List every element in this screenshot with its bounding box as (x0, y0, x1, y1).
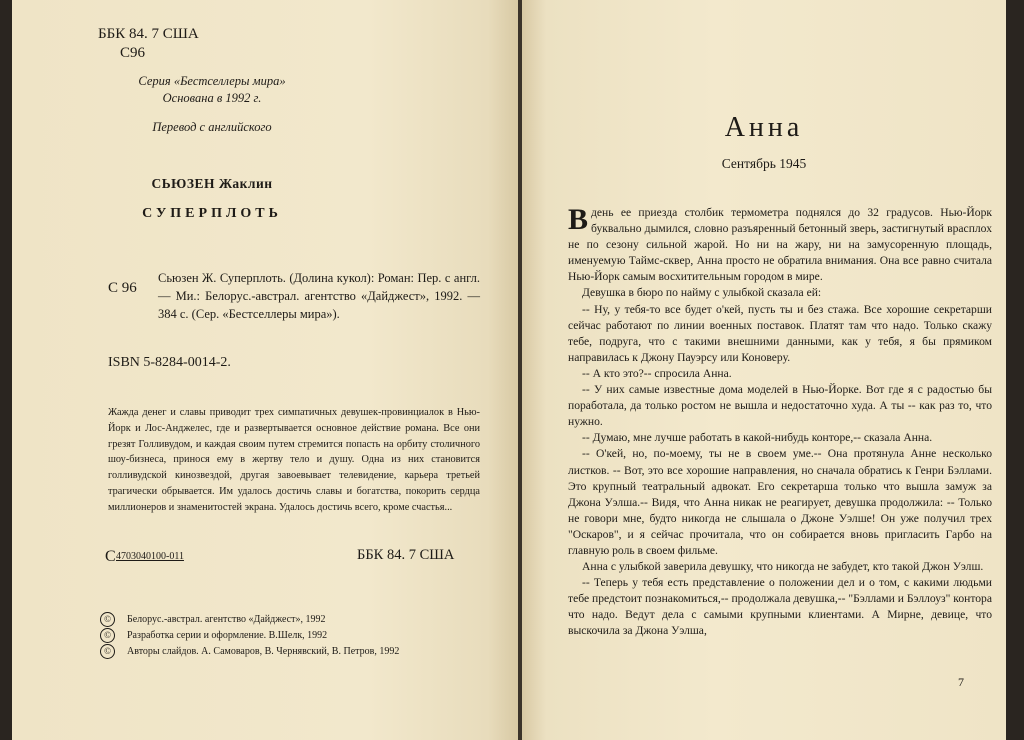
author-code: С96 (120, 45, 146, 61)
paragraph: -- Ну, у тебя-то все будет о'кей, пусть ты и без стажа. Все хорошие секретарши сейчас работают по линии военных поставок. Платят там что надо. Только скажу тебе, подруга, что с такими внешними данными, как у тебя, я бы прямиком направилась к Джону Пауэрсу или Коноверу. (568, 302, 992, 364)
bbk-code-bottom: ББК 84. 7 США (357, 547, 455, 563)
paragraph: Девушка в бюро по найму с улыбкой сказала ей: (582, 286, 822, 300)
paragraph: -- Думаю, мне лучше работать в какой-нибудь конторе,-- сказала Анна. (582, 431, 933, 445)
chapter-date: Сентябрь 1945 (721, 156, 807, 171)
catalog-entry: Сьюзен Ж. Суперплоть. (Долина кукол): Роман: Пер. с англ.— Ми.: Белорус.-австрал. агентство «Дайджест», 1992. — 384 с. (Сер. «Бестселлеры мира»). (158, 271, 480, 321)
barcode-number: 4703040100-011 (116, 551, 184, 562)
chapter-body (568, 205, 992, 640)
paragraph: Анна с улыбкой заверила девушку, что никогда не забудет, кто такой Джон Уэлш. (582, 560, 984, 574)
series-name: Серия «Бестселлеры мира» (138, 74, 286, 88)
copyright-line (100, 628, 327, 643)
page-number: 7 (958, 675, 964, 689)
author-name: СЬЮЗЕН Жаклин (151, 176, 273, 191)
copyright-text: Авторы слайдов. А. Самоваров, В. Чернявский, В. Петров, 1992 (127, 645, 400, 657)
copyright-line (100, 644, 399, 659)
copyright-text: Разработка серии и оформление. В.Шелк, 1992 (127, 629, 328, 641)
copyright-line (100, 612, 325, 627)
isbn: ISBN 5-8284-0014-2. (108, 355, 231, 370)
right-page (522, 0, 1006, 740)
book-title: СУПЕРПЛОТЬ (142, 206, 282, 221)
paragraph: -- Теперь у тебя есть представление о положении дел и о том, с какими людьми тебе предстоит познакомиться,-- продолжала девушка,-- "Бэллами и Бэллоуз" контора что надо. Ведут дела с самыми крупными клиентами. А Мирне, девице, что выскочила за Джона Уэлша, (568, 576, 992, 638)
chapter-title: Анна (724, 112, 804, 143)
paragraph (568, 205, 992, 285)
paragraph-text: день ее приезда столбик термометра поднялся до 32 градусов. Нью-Йорк буквально дымился, словно разъяренный бетонный зверь, застигнутый врасплох не по сезону сильной жарой. Но ни на жару, ни на замусоренную площадь, именуемую Таймс-сквер, Анна просто не обратила внимания. Она все равно считала Нью-Йорк самым восхитительным городом в мире. (568, 206, 992, 284)
barcode-letter: С (105, 548, 116, 565)
copyright-icon: © (100, 612, 115, 627)
series-founded: Основана в 1992 г. (162, 91, 262, 105)
copyright-icon: © (100, 628, 115, 643)
paragraph: -- А кто это?-- спросила Анна. (582, 366, 732, 380)
copyright-icon: © (100, 644, 115, 659)
left-page (12, 0, 518, 740)
copyright-text: Белорус.-австрал. агентство «Дайджест», 1992 (127, 613, 326, 625)
annotation: Жажда денег и славы приводит трех симпатичных девушек-провинциалок в Нью-Йорк и Лос-Анджелес, где и развертывается основное действие романа. Все они грезят Голливудом, и каждая своим путем стремится попасть на орбиту столичного шоу-бизнеса, принося ему в жертву тело и душу. Одна из них становится голливудской кинозвездой, другая завоевывает телевидение, карьера третьей трагически обрывается. Им удалось достичь славы и богатства, покорить сердца миллионеров и знаменитостей экрана. Удалось достичь всего, кроме счастья... (108, 407, 480, 513)
translation-note: Перевод с английского (152, 120, 272, 134)
bbk-code-top (98, 25, 199, 63)
bbk-index: ББК 84. 7 США (98, 26, 199, 42)
paragraph: -- У них самые известные дома моделей в Нью-Йорке. Вот где я с радостью бы поработала, да только ростом не вышла и недостаточно худа. А ты -- как раз то, что нужно. (568, 383, 992, 429)
catalog-code: С 96 (108, 280, 137, 296)
paragraph: -- О'кей, но, по-моему, ты не в своем уме.-- Она протянула Анне несколько листков. -- Вот, это все хорошие направления, но сначала обратись к Генри Бэллами. Это крупный театральный адвокат. Его секретарша только что вышла замуж за Джона Уэлша.-- Видя, что Анна никак не реагирует, девушка продолжила: -- Только не говори мне, будто никогда не слышала о Джоне Уэлше! Он уже получил трех "Оскаров", и я сейчас прочитала, что он собирается вновь пригласить Гарбо на главную роль в своем фильме. (568, 447, 992, 557)
drop-cap: В (568, 203, 589, 236)
